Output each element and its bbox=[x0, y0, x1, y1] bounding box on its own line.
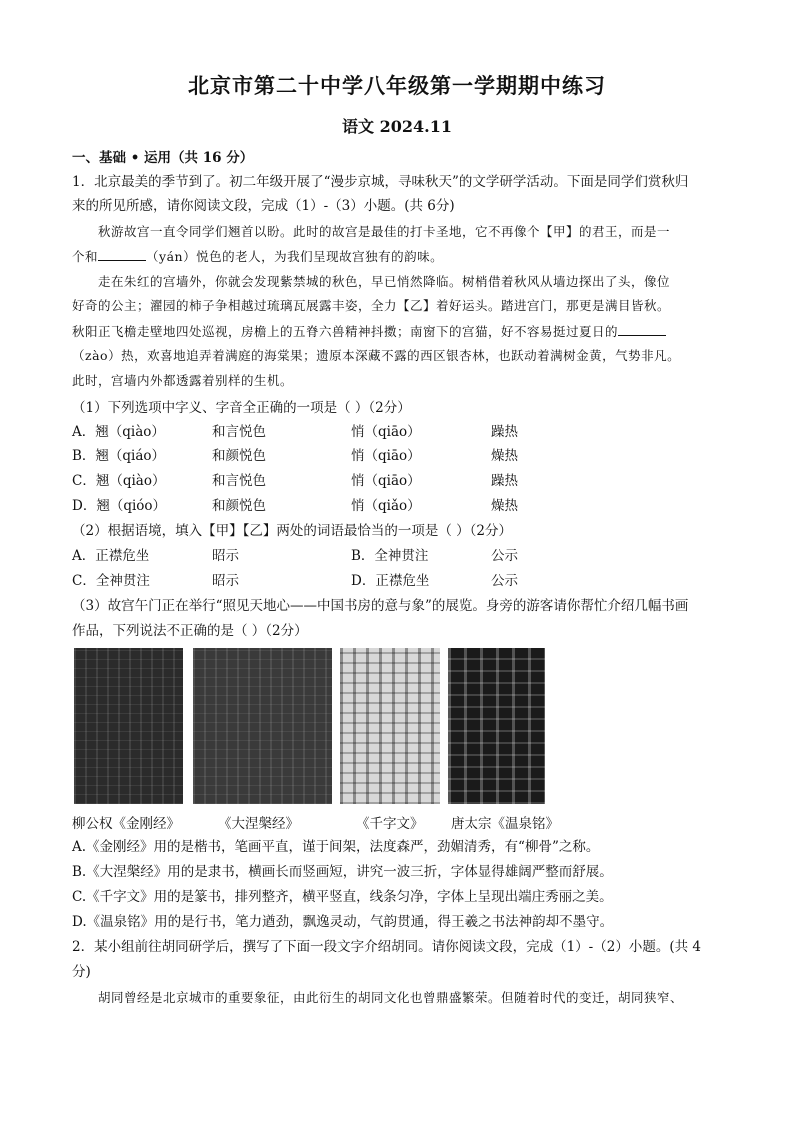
image-caption: 《千字文》 bbox=[356, 816, 424, 832]
option-key: C．翘（qiào） bbox=[72, 473, 166, 489]
option-word: 和言悦色 bbox=[212, 473, 266, 489]
option-word: 悄（qiāo） bbox=[351, 473, 421, 489]
passage-line: 走在朱红的宫墙外，你就会发现紫禁城的秋色，早已悄然降临。树梢借着秋风从墙边探出了头，像位 bbox=[98, 274, 671, 289]
passage-text: （yán）悦色的老人，为我们呈现故宫独有的韵味。 bbox=[146, 249, 444, 264]
sub2-stem: （2）根据语境，填入【甲】【乙】两处的词语最恰当的一项是（ ）（2分） bbox=[72, 523, 512, 539]
passage-text: 秋阳正飞檐走壁地四处巡视，房檐上的五脊六兽精神抖擞；南窗下的宫猫，好不容易挺过夏日的 bbox=[72, 324, 619, 339]
calligraphy-image-daniepanjing bbox=[193, 648, 332, 804]
sub3-option: D.《温泉铭》用的是行书，笔力遒劲，飘逸灵动，气韵贯通，得王羲之书法神韵却不墨守。 bbox=[72, 914, 614, 930]
option-word: 公示 bbox=[491, 548, 518, 564]
passage-line bbox=[72, 246, 732, 267]
option-key: C．全神贯注 bbox=[72, 573, 150, 589]
option-key: D．正襟危坐 bbox=[351, 573, 430, 589]
option-word: 燥热 bbox=[491, 498, 518, 514]
image-caption: 唐太宗《温泉铭》 bbox=[451, 816, 559, 832]
sub3-stem-line2: 作品，下列说法不正确的是（ ）（2分） bbox=[72, 623, 308, 639]
passage-line: 此时，宫墙内外都透露着别样的生机。 bbox=[72, 373, 294, 388]
option-word: 昭示 bbox=[212, 548, 239, 564]
sub3-option: B.《大涅槃经》用的是隶书，横画长而竖画短，讲究一波三折，字体显得雄阔严整而舒展。 bbox=[72, 864, 613, 880]
image-caption: 《大涅槃经》 bbox=[218, 816, 299, 832]
passage-line: 秋游故宫一直令同学们翘首以盼。此时的故宫是最佳的打卡圣地，它不再像个【甲】的君王，而是一 bbox=[98, 224, 671, 239]
option-word: 悄（qiāo） bbox=[351, 424, 421, 440]
passage-line: （zào）热，欢喜地追弄着满庭的海棠果；遗原本深藏不露的西区银杏林，也跃动着满树金黄，气势非凡。 bbox=[72, 348, 681, 363]
sub3-stem-line1: （3）故宫午门正在举行“照见天地心——中国书房的意与象”的展览。身旁的游客请你帮忙介绍几幅书画 bbox=[72, 598, 689, 614]
calligraphy-image-wenquanming bbox=[448, 648, 545, 804]
section-heading: 一、基础 • 运用（共 16 分） bbox=[72, 150, 254, 166]
option-word: 公示 bbox=[491, 573, 518, 589]
option-word: 躁热 bbox=[491, 473, 518, 489]
q2-stem-line2: 分) bbox=[72, 964, 91, 980]
option-word: 和颜悦色 bbox=[212, 498, 266, 514]
q1-stem-line1: 1．北京最美的季节到了。初二年级开展了“漫步京城，寻味秋天”的文学研学活动。下面是同学们赏秋归 bbox=[72, 174, 689, 190]
passage-line bbox=[72, 321, 732, 342]
calligraphy-image-jingangjing bbox=[74, 648, 183, 804]
fill-blank bbox=[618, 321, 666, 336]
q1-stem-line2: 来的所见所感，请你阅读文段，完成（1）-（3）小题。(共 6分) bbox=[72, 198, 455, 214]
option-key: A．翘（qiào） bbox=[72, 424, 165, 440]
option-key: B．全神贯注 bbox=[351, 548, 429, 564]
option-key: B．翘（qiáo） bbox=[72, 448, 166, 464]
option-key: D．翘（qióo） bbox=[72, 498, 167, 514]
option-word: 燥热 bbox=[491, 448, 518, 464]
calligraphy-image-qianziwen bbox=[340, 648, 440, 804]
option-word: 躁热 bbox=[491, 424, 518, 440]
option-word: 悄（qiāo） bbox=[351, 448, 421, 464]
passage-line: 胡同曾经是北京城市的重要象征，由此衍生的胡同文化也曾鼎盛繁荣。但随着时代的变迁，胡同狭窄、 bbox=[98, 990, 684, 1005]
page-subtitle: 语文 2024.11 bbox=[342, 117, 452, 136]
option-word: 和颜悦色 bbox=[212, 448, 266, 464]
passage-text: 个和 bbox=[72, 249, 99, 264]
sub1-stem: （1）下列选项中字义、字音全正确的一项是（ ）（2分） bbox=[72, 400, 411, 416]
sub3-option: C.《千字文》用的是篆书，排列整齐，横平竖直，线条匀净，字体上呈现出端庄秀丽之美。 bbox=[72, 889, 613, 905]
sub3-option: A.《金刚经》用的是楷书，笔画平直，谨于间架，法度森严，劲媚清秀，有“柳骨”之称。 bbox=[72, 839, 600, 855]
option-word: 悄（qiǎo） bbox=[351, 498, 421, 514]
fill-blank bbox=[98, 246, 146, 261]
option-word: 昭示 bbox=[212, 573, 239, 589]
q2-stem-line1: 2．某小组前往胡同研学后，撰写了下面一段文字介绍胡同。请你阅读文段，完成（1）-（2）小题。(共 4 bbox=[72, 939, 701, 955]
page-title: 北京市第二十中学八年级第一学期期中练习 bbox=[188, 73, 606, 98]
option-key: A．正襟危坐 bbox=[72, 548, 150, 564]
passage-line: 好奇的公主；濯园的柿子争相越过琉璃瓦展露丰姿，全力【乙】着好运头。踏进宫门，那更是满目皆秋。 bbox=[72, 298, 671, 313]
option-word: 和言悦色 bbox=[212, 424, 266, 440]
image-caption: 柳公权《金刚经》 bbox=[72, 816, 180, 832]
